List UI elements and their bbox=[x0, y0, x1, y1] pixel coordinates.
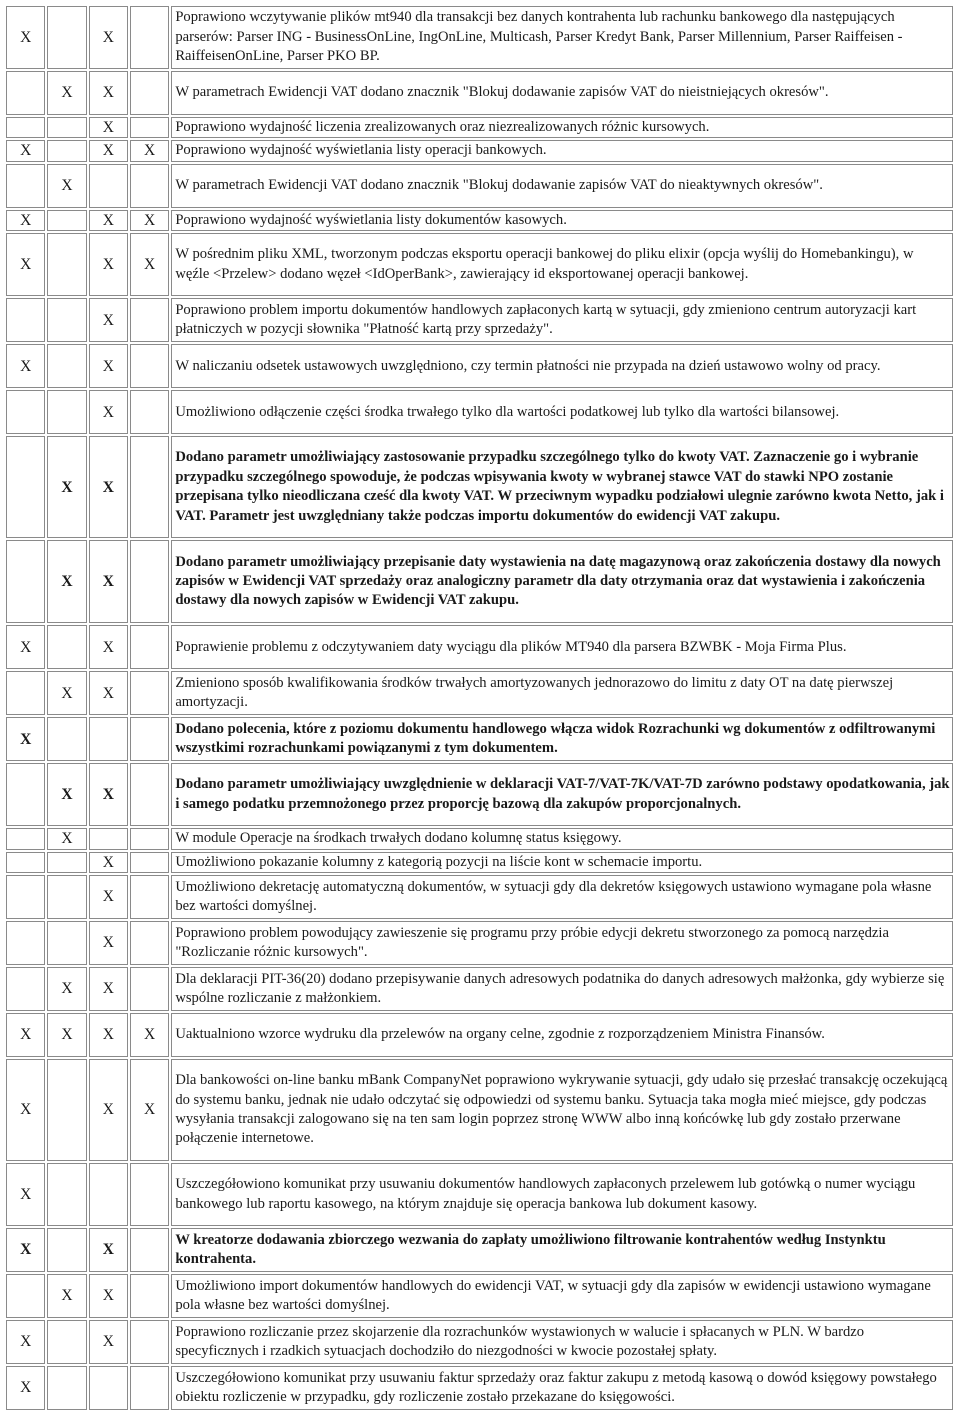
change-description: Uaktualniono wzorce wydruku dla przelewów na organy celne, zgodnie z rozporządzeniem Ministra Finansów. bbox=[171, 1013, 953, 1057]
mark-cell: X bbox=[89, 967, 128, 1011]
mark-cell bbox=[47, 625, 86, 669]
change-description: Dodano polecenia, które z poziomu dokumentu handlowego włącza widok Rozrachunki wg dokumentów z odfiltrowanymi wszystkimi rozrachunkami powiązanymi z tym dokumentem. bbox=[171, 717, 953, 761]
mark-cell bbox=[89, 1366, 128, 1410]
mark-cell: X bbox=[6, 1320, 45, 1364]
change-description: Poprawiono wczytywanie plików mt940 dla transakcji bez danych kontrahenta lub rachunku bankowego dla następujących parserów: Parser ING - BusinessOnLine, IngOnLine, Multicash, Parser Kredyt Bank, Parser Millennium, Parser Raiffeisen - RaiffeisenOnLine, Parser PKO BP. bbox=[171, 6, 953, 69]
mark-cell bbox=[89, 828, 128, 849]
mark-cell bbox=[130, 298, 169, 342]
changelog-row bbox=[6, 436, 953, 538]
mark-cell bbox=[130, 1228, 169, 1272]
changelog-row bbox=[6, 1228, 953, 1272]
mark-cell bbox=[89, 1163, 128, 1226]
changelog-row bbox=[6, 117, 953, 138]
mark-cell: X bbox=[6, 1228, 45, 1272]
change-description: W parametrach Ewidencji VAT dodano znacznik "Blokuj dodawanie zapisów VAT do nieistniejących okresów". bbox=[171, 71, 953, 115]
change-description: Dodano parametr umożliwiający przepisanie daty wystawienia na datę magazynową oraz zakończenia dostawy dla nowych zapisów w Ewidencji VAT sprzedaży oraz analogiczny parametr dla daty otrzymania oraz dat wystawienia i zakończenia dostawy dla nowych zapisów w Ewidencji VAT zakupu. bbox=[171, 540, 953, 623]
mark-cell: X bbox=[6, 717, 45, 761]
mark-cell bbox=[6, 71, 45, 115]
mark-cell bbox=[6, 540, 45, 623]
mark-cell bbox=[6, 671, 45, 715]
mark-cell: X bbox=[89, 436, 128, 538]
changelog-row bbox=[6, 875, 953, 919]
changelog-body bbox=[6, 6, 953, 1410]
mark-cell: X bbox=[89, 540, 128, 623]
mark-cell: X bbox=[47, 1274, 86, 1318]
mark-cell: X bbox=[130, 210, 169, 231]
changelog-row bbox=[6, 210, 953, 231]
mark-cell bbox=[47, 1059, 86, 1161]
mark-cell bbox=[6, 967, 45, 1011]
change-description: W kreatorze dodawania zbiorczego wezwania do zapłaty umożliwiono filtrowanie kontrahentów według Instynktu kontrahenta. bbox=[171, 1228, 953, 1272]
mark-cell: X bbox=[47, 1013, 86, 1057]
changelog-row bbox=[6, 671, 953, 715]
mark-cell: X bbox=[47, 671, 86, 715]
mark-cell: X bbox=[89, 921, 128, 965]
changelog-row bbox=[6, 140, 953, 161]
changelog-row bbox=[6, 1163, 953, 1226]
mark-cell bbox=[130, 164, 169, 208]
mark-cell: X bbox=[89, 625, 128, 669]
change-description: Poprawiono problem powodujący zawieszenie się programu przy próbie edycji dekretu stworzonego za pomocą narzędzia "Rozliczanie różnic kursowych". bbox=[171, 921, 953, 965]
changelog-row bbox=[6, 921, 953, 965]
mark-cell: X bbox=[6, 233, 45, 296]
mark-cell: X bbox=[89, 117, 128, 138]
mark-cell: X bbox=[6, 140, 45, 161]
mark-cell: X bbox=[47, 164, 86, 208]
mark-cell bbox=[47, 344, 86, 388]
changelog-row bbox=[6, 6, 953, 69]
changelog-row bbox=[6, 1320, 953, 1364]
mark-cell: X bbox=[89, 875, 128, 919]
mark-cell: X bbox=[89, 6, 128, 69]
mark-cell bbox=[47, 140, 86, 161]
change-description: W parametrach Ewidencji VAT dodano znacznik "Blokuj dodawanie zapisów VAT do nieaktywnych okresów". bbox=[171, 164, 953, 208]
mark-cell bbox=[130, 1274, 169, 1318]
mark-cell bbox=[130, 1320, 169, 1364]
mark-cell: X bbox=[89, 233, 128, 296]
change-description: Poprawienie problemu z odczytywaniem daty wyciągu dla plików MT940 dla parsera BZWBK - Moja Firma Plus. bbox=[171, 625, 953, 669]
changelog-row bbox=[6, 1366, 953, 1410]
change-description: Poprawiono problem importu dokumentów handlowych zapłaconych kartą w sytuacji, gdy zmieniono centrum autoryzacji kart płatniczych w pozycji słownika "Płatność kartą przy sprzedaży". bbox=[171, 298, 953, 342]
changelog-row bbox=[6, 298, 953, 342]
change-description: Poprawiono rozliczanie przez skojarzenie dla rozrachunków wystawionych w walucie i spłacanych w PLN. W bardzo specyficznych i rzadkich sytuacjach dochodziło do niezgodności w kwocie pozostałej spłaty. bbox=[171, 1320, 953, 1364]
mark-cell: X bbox=[89, 671, 128, 715]
mark-cell bbox=[89, 164, 128, 208]
mark-cell bbox=[47, 390, 86, 434]
mark-cell: X bbox=[47, 828, 86, 849]
change-description: W module Operacje na środkach trwałych dodano kolumnę status księgowy. bbox=[171, 828, 953, 849]
mark-cell: X bbox=[6, 1163, 45, 1226]
change-description: Dla deklaracji PIT-36(20) dodano przepisywanie danych adresowych podatnika do danych adresowych małżonka, gdy wybierze się wspólne rozliczanie z małżonkiem. bbox=[171, 967, 953, 1011]
changelog-row bbox=[6, 540, 953, 623]
mark-cell bbox=[130, 852, 169, 873]
changelog-row bbox=[6, 1059, 953, 1161]
mark-cell bbox=[6, 298, 45, 342]
mark-cell bbox=[47, 117, 86, 138]
changelog-row bbox=[6, 763, 953, 826]
mark-cell bbox=[47, 6, 86, 69]
mark-cell bbox=[47, 233, 86, 296]
change-description: Poprawiono wydajność wyświetlania listy dokumentów kasowych. bbox=[171, 210, 953, 231]
mark-cell: X bbox=[89, 1274, 128, 1318]
mark-cell bbox=[47, 1320, 86, 1364]
mark-cell: X bbox=[130, 1013, 169, 1057]
mark-cell: X bbox=[6, 344, 45, 388]
changelog-row bbox=[6, 344, 953, 388]
mark-cell: X bbox=[6, 6, 45, 69]
mark-cell bbox=[89, 717, 128, 761]
mark-cell bbox=[47, 210, 86, 231]
mark-cell bbox=[47, 1163, 86, 1226]
mark-cell bbox=[6, 763, 45, 826]
mark-cell bbox=[130, 828, 169, 849]
mark-cell bbox=[130, 671, 169, 715]
mark-cell: X bbox=[47, 763, 86, 826]
mark-cell bbox=[130, 1163, 169, 1226]
mark-cell bbox=[130, 117, 169, 138]
mark-cell: X bbox=[89, 1013, 128, 1057]
changelog-row bbox=[6, 828, 953, 849]
change-description: Umożliwiono dekretację automatyczną dokumentów, w sytuacji gdy dla dekretów księgowych ustawiono wymagane pola własne bez wartości domyślnej. bbox=[171, 875, 953, 919]
mark-cell: X bbox=[47, 436, 86, 538]
mark-cell: X bbox=[89, 71, 128, 115]
mark-cell bbox=[47, 852, 86, 873]
mark-cell bbox=[47, 921, 86, 965]
change-description: Dodano parametr umożliwiający zastosowanie przypadku szczególnego tylko do kwoty VAT. Zaznaczenie go i wybranie przypadku szczególnego spowoduje, że podczas wpisywania kwoty w wybranej stawce VAT do stawki NPO zostanie przepisana tylko nieodliczana cześć dla kwoty VAT. W przeciwnym wypadku podziałowi ulegnie zarówno kwota Netto, jak i VAT. Parametr jest uwzględniany także podczas importu dokumentów do ewidencji VAT zakupu. bbox=[171, 436, 953, 538]
mark-cell: X bbox=[47, 967, 86, 1011]
changelog-row bbox=[6, 625, 953, 669]
change-description: W pośrednim pliku XML, tworzonym podczas eksportu operacji bankowej do pliku elixir (opcja wyślij do Homebankingu), w węźle <Przelew> dodano węzeł <IdOperBank>, zawierający id eksportowanej operacji bankowej. bbox=[171, 233, 953, 296]
mark-cell bbox=[130, 540, 169, 623]
mark-cell bbox=[6, 117, 45, 138]
mark-cell bbox=[47, 875, 86, 919]
changelog-row bbox=[6, 1274, 953, 1318]
mark-cell bbox=[130, 1366, 169, 1410]
mark-cell bbox=[6, 828, 45, 849]
mark-cell: X bbox=[89, 1320, 128, 1364]
mark-cell bbox=[130, 625, 169, 669]
mark-cell bbox=[130, 6, 169, 69]
mark-cell: X bbox=[89, 763, 128, 826]
mark-cell bbox=[130, 967, 169, 1011]
mark-cell: X bbox=[89, 390, 128, 434]
mark-cell: X bbox=[6, 1059, 45, 1161]
change-description: W naliczaniu odsetek ustawowych uwzględniono, czy termin płatności nie przypada na dzień ustawowo wolny od pracy. bbox=[171, 344, 953, 388]
mark-cell: X bbox=[6, 1366, 45, 1410]
changelog-row bbox=[6, 233, 953, 296]
mark-cell bbox=[6, 852, 45, 873]
mark-cell bbox=[6, 875, 45, 919]
mark-cell bbox=[130, 921, 169, 965]
mark-cell: X bbox=[6, 210, 45, 231]
changelog-row bbox=[6, 164, 953, 208]
change-description: Umożliwiono import dokumentów handlowych do ewidencji VAT, w sytuacji gdy dla zapisów w ewidencji ustawiono wymagane pola własne bez wartości domyślnej. bbox=[171, 1274, 953, 1318]
change-description: Poprawiono wydajność liczenia zrealizowanych oraz niezrealizowanych różnic kursowych. bbox=[171, 117, 953, 138]
mark-cell: X bbox=[89, 298, 128, 342]
mark-cell bbox=[6, 1274, 45, 1318]
mark-cell: X bbox=[89, 210, 128, 231]
mark-cell: X bbox=[89, 140, 128, 161]
mark-cell bbox=[6, 436, 45, 538]
mark-cell: X bbox=[89, 1059, 128, 1161]
changelog-row bbox=[6, 1013, 953, 1057]
mark-cell: X bbox=[130, 233, 169, 296]
mark-cell bbox=[47, 1366, 86, 1410]
mark-cell: X bbox=[6, 625, 45, 669]
mark-cell: X bbox=[47, 71, 86, 115]
change-description: Poprawiono wydajność wyświetlania listy operacji bankowych. bbox=[171, 140, 953, 161]
mark-cell: X bbox=[47, 540, 86, 623]
mark-cell bbox=[130, 436, 169, 538]
changelog-table bbox=[4, 4, 955, 1412]
mark-cell bbox=[6, 164, 45, 208]
mark-cell: X bbox=[130, 140, 169, 161]
mark-cell bbox=[47, 298, 86, 342]
change-description: Dodano parametr umożliwiający uwzględnienie w deklaracji VAT-7/VAT-7K/VAT-7D zarówno podstawy opodatkowania, jak i samego podatku przemnożonego przez proporcję bazową dla zakupów proporcjonalnych. bbox=[171, 763, 953, 826]
mark-cell bbox=[6, 921, 45, 965]
mark-cell bbox=[6, 390, 45, 434]
change-description: Umożliwiono odłączenie części środka trwałego tylko dla wartości podatkowej lub tylko dla wartości bilansowej. bbox=[171, 390, 953, 434]
changelog-row bbox=[6, 852, 953, 873]
mark-cell: X bbox=[130, 1059, 169, 1161]
mark-cell bbox=[47, 1228, 86, 1272]
change-description: Uszczegółowiono komunikat przy usuwaniu dokumentów handlowych zapłaconych przelewem lub gotówką o numer wyciągu bankowego lub raportu kasowego, na którym znajduje się operacja bankowa lub dokument kasowy. bbox=[171, 1163, 953, 1226]
mark-cell: X bbox=[89, 1228, 128, 1272]
changelog-row bbox=[6, 390, 953, 434]
mark-cell: X bbox=[89, 344, 128, 388]
change-description: Uszczegółowiono komunikat przy usuwaniu faktur sprzedaży oraz faktur zakupu z metodą kasową o dowód księgowy powstałego obiektu rozliczenie w przypadku, gdy rozliczenie zostało przekazane do księgowości. bbox=[171, 1366, 953, 1410]
mark-cell: X bbox=[6, 1013, 45, 1057]
mark-cell bbox=[130, 717, 169, 761]
mark-cell bbox=[130, 875, 169, 919]
change-description: Zmieniono sposób kwalifikowania środków trwałych amortyzowanych jednorazowo do limitu z daty OT na datę pierwszej amortyzacji. bbox=[171, 671, 953, 715]
changelog-row bbox=[6, 717, 953, 761]
mark-cell bbox=[130, 344, 169, 388]
change-description: Dla bankowości on-line banku mBank CompanyNet poprawiono wykrywanie sytuacji, gdy udało się przesłać transakcję oczekującą do systemu banku, jednak nie udało odczytać się odpowiedzi od systemu banku. Sytuacja taka mogła mieć miejsce, gdy podczas wysyłania transakcji zalogowano się na ten sam login poprzez stronę WWW albo inną końcówkę lub gdy zostało przerwane połączenie internetowe. bbox=[171, 1059, 953, 1161]
mark-cell bbox=[130, 71, 169, 115]
mark-cell: X bbox=[89, 852, 128, 873]
mark-cell bbox=[47, 717, 86, 761]
changelog-row bbox=[6, 71, 953, 115]
changelog-row bbox=[6, 967, 953, 1011]
mark-cell bbox=[130, 763, 169, 826]
change-description: Umożliwiono pokazanie kolumny z kategorią pozycji na liście kont w schemacie importu. bbox=[171, 852, 953, 873]
mark-cell bbox=[130, 390, 169, 434]
